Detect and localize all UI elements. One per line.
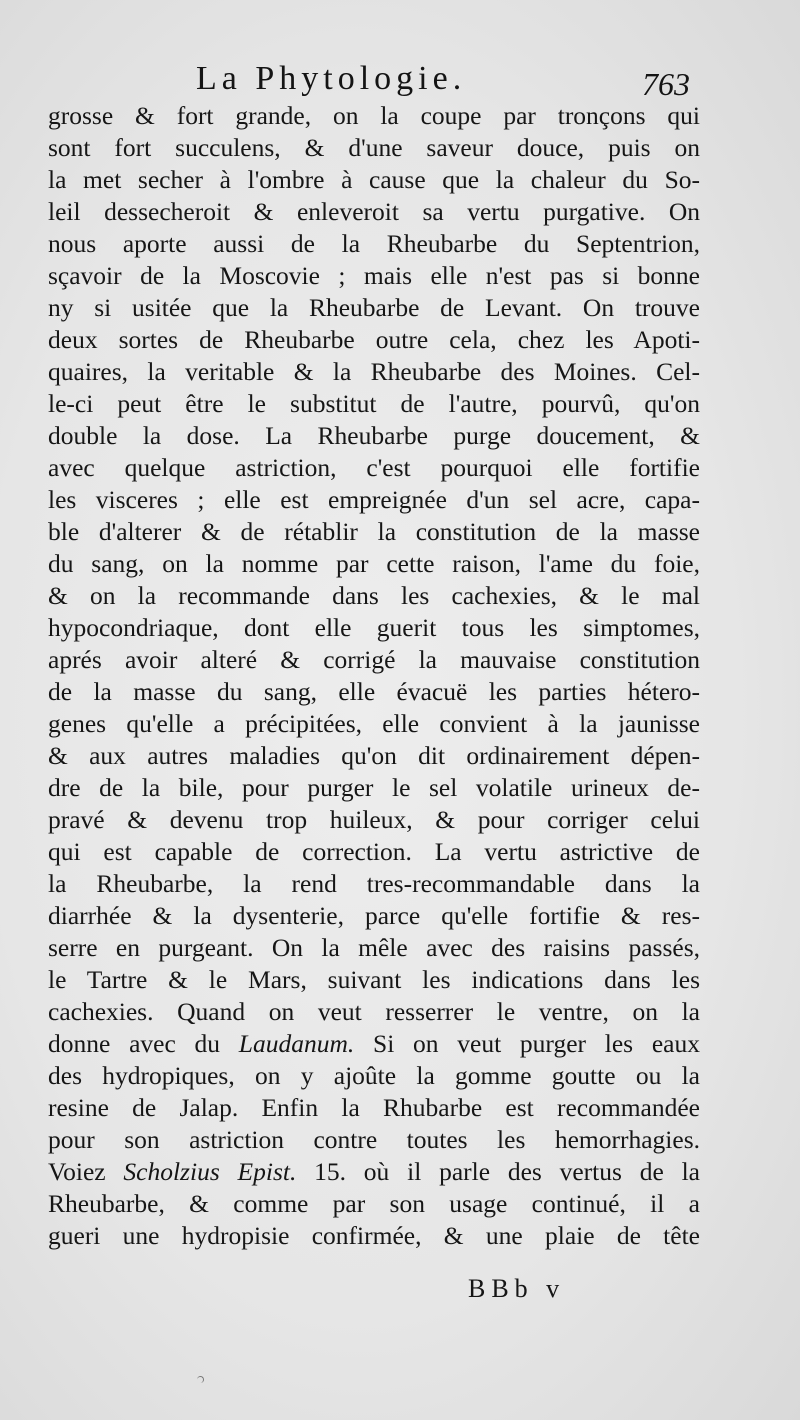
signature-mark: BBb v <box>468 1274 566 1303</box>
text-line: des hydropiques, on y ajoûte la gomme goutte ou la <box>48 1061 700 1090</box>
text-line: dre de la bile, pour purger le sel volatile urineux de- <box>48 773 700 802</box>
text-line: deux sortes de Rheubarbe outre cela, chez les Apoti- <box>48 325 700 354</box>
text-line: les visceres ; elle est empreignée d'un sel acre, capa- <box>48 485 700 514</box>
text-line: leil dessecheroit & enleveroit sa vertu purgative. On <box>48 197 700 226</box>
text-line: pravé & devenu trop huileux, & pour corriger celui <box>48 805 700 834</box>
text-line: double la dose. La Rheubarbe purge doucement, & <box>48 421 700 450</box>
text-line: Rheubarbe, & comme par son usage continué, il a <box>48 1189 700 1218</box>
text-line: qui est capable de correction. La vertu astrictive de <box>48 837 700 866</box>
text-line-with-italic <box>48 1028 700 1060</box>
text-line-with-italic <box>48 1156 700 1188</box>
text-line: ny si usitée que la Rheubarbe de Levant. On trouve <box>48 293 700 322</box>
text-line: cachexies. Quand on veut resserrer le ventre, on la <box>48 997 700 1026</box>
text-line: sçavoir de la Moscovie ; mais elle n'est pas si bonne <box>48 261 700 290</box>
text-line: & aux autres maladies qu'on dit ordinairement dépen- <box>48 741 700 770</box>
text-line: du sang, on la nomme par cette raison, l'ame du foie, <box>48 549 700 578</box>
ink-speck <box>197 1376 204 1383</box>
text-line: hypocondriaque, dont elle guerit tous les simptomes, <box>48 613 700 642</box>
text-line: diarrhée & la dysenterie, parce qu'elle fortifie & res- <box>48 901 700 930</box>
italic-citation: Scholzius Epist. <box>123 1157 297 1186</box>
text-line: serre en purgeant. On la mêle avec des raisins passés, <box>48 933 700 962</box>
text-segment: Voiez <box>48 1157 124 1186</box>
text-line: aprés avoir alteré & corrigé la mauvaise constitution <box>48 645 700 674</box>
page-number: 763 <box>642 66 690 102</box>
text-segment: Si on veut purger les eaux <box>354 1029 700 1058</box>
text-line: nous aporte aussi de la Rheubarbe du Septentrion, <box>48 229 700 258</box>
text-line: le Tartre & le Mars, suivant les indications dans les <box>48 965 700 994</box>
text-line: grosse & fort grande, on la coupe par tronçons qui <box>48 101 700 130</box>
text-line: resine de Jalap. Enfin la Rhubarbe est recommandée <box>48 1093 700 1122</box>
text-line: la Rheubarbe, la rend tres-recommandable dans la <box>48 869 700 898</box>
body-text <box>48 100 700 1252</box>
text-line: gueri une hydropisie confirmée, & une plaie de tête <box>48 1221 700 1250</box>
text-line: de la masse du sang, elle évacuë les parties hétero- <box>48 677 700 706</box>
text-line: avec quelque astriction, c'est pourquoi elle fortifie <box>48 453 700 482</box>
text-line: genes qu'elle a précipitées, elle convient à la jaunisse <box>48 709 700 738</box>
text-line: sont fort succulens, & d'une saveur douce, puis on <box>48 133 700 162</box>
text-line: pour son astriction contre toutes les hemorrhagies. <box>48 1125 700 1154</box>
text-line: la met secher à l'ombre à cause que la chaleur du So- <box>48 165 700 194</box>
italic-term: Laudanum. <box>238 1029 355 1058</box>
running-head: La Phytologie. <box>196 60 467 97</box>
text-line: le-ci peut être le substitut de l'autre, pourvû, qu'on <box>48 389 700 418</box>
text-line: & on la recommande dans les cachexies, & le mal <box>48 581 700 610</box>
text-line: ble d'alterer & de rétablir la constitution de la masse <box>48 517 700 546</box>
text-segment: donne avec du <box>48 1029 239 1058</box>
text-line: quaires, la veritable & la Rheubarbe des Moines. Cel- <box>48 357 700 386</box>
text-segment: 15. où il parle des vertus de la <box>296 1157 700 1186</box>
